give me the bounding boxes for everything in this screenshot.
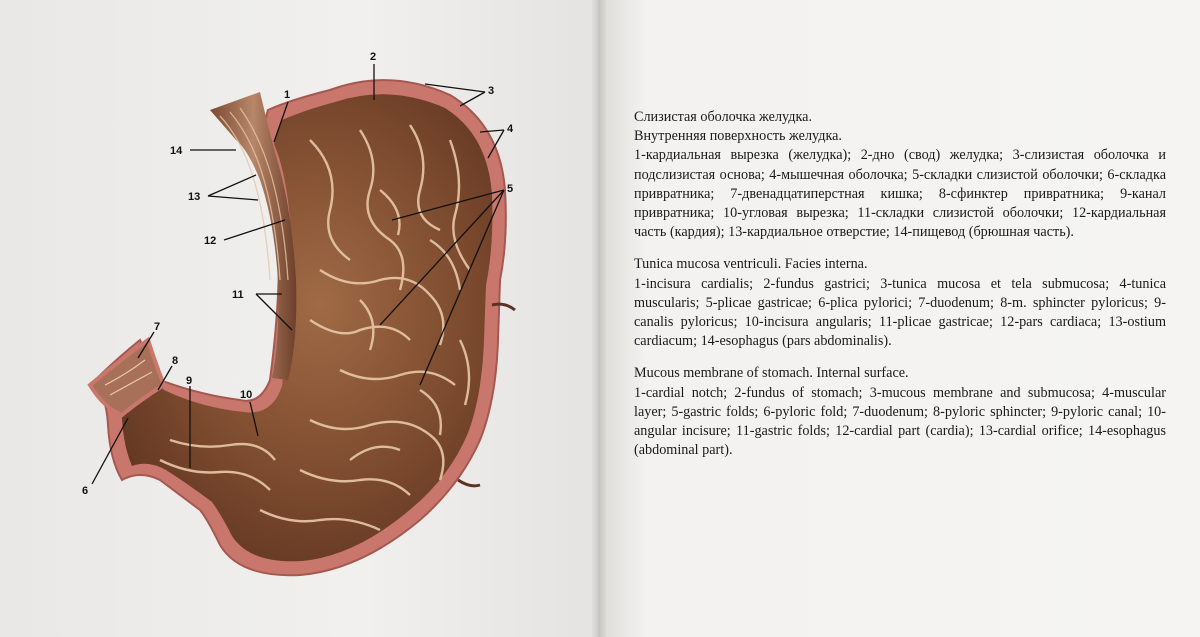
label-12: 12	[204, 235, 217, 247]
caption-ru-subtitle: Внутренняя поверхность желудка.	[634, 128, 842, 145]
label-14: 14	[170, 145, 183, 157]
label-11: 11	[232, 289, 244, 301]
caption-la-title: Tunica mucosa ventriculi. Facies interna.	[634, 256, 868, 273]
label-6: 6	[82, 485, 89, 497]
label-1: 1	[284, 89, 291, 101]
label-5: 5	[507, 183, 514, 195]
label-7: 7	[154, 321, 161, 333]
caption-russian	[634, 108, 1166, 242]
caption-english	[634, 364, 1166, 460]
caption-en-legend: 1-cardial notch; 2-fundus of stomach; 3-mucous membrane and submucosa; 4-muscular layer; 5-gastric folds; 6-pyloric fold; 7-duodenum; 8-pyloric sphincter; 9-pyloric canal; 10-angular incisure; 11-gastric folds; 12-cardial part (cardia); 13-cardial orifice; 14-esophagus (abdominal part).	[634, 384, 1166, 459]
figure-caption	[634, 108, 1166, 473]
label-8: 8	[172, 355, 179, 367]
label-4: 4	[507, 123, 514, 135]
label-13: 13	[188, 191, 201, 203]
caption-latin	[634, 255, 1166, 351]
label-9: 9	[186, 375, 193, 387]
label-10: 10	[240, 389, 253, 401]
label-3: 3	[488, 85, 495, 97]
stomach-illustration	[60, 40, 600, 610]
caption-ru-title: Слизистая оболочка желудка.	[634, 109, 812, 125]
label-2: 2	[370, 51, 377, 63]
caption-en-title: Mucous membrane of stomach. Internal surface.	[634, 365, 909, 382]
caption-ru-legend: 1-кардиальная вырезка (желудка); 2-дно (свод) желудка; 3-слизистая оболочка и подслизистая основа; 4-мышечная оболочка; 5-складки слизистой оболочки; 6-складка привратника; 7-двенадцатиперстная кишка; 8-сфинктер привратника; 9-канал привратника; 10-угловая вырезка; 11-складки слизистой оболочки; 12-кардиальная часть (кардия); 13-кардиальное отверстие; 14-пищевод (брюшная часть).	[634, 147, 1166, 241]
caption-la-legend: 1-incisura cardialis; 2-fundus gastrici; 3-tunica mucosa et tela submucosa; 4-tunica muscularis; 5-plicae gastricae; 6-plica pylorici; 7-duodenum; 8-m. sphincter pyloricus; 9-canalis pyloricus; 10-incisura angularis; 11-plicae gastricae; 12-pars cardiaca; 13-ostium cardiacum; 14-esophagus (pars abdominalis).	[634, 275, 1166, 350]
